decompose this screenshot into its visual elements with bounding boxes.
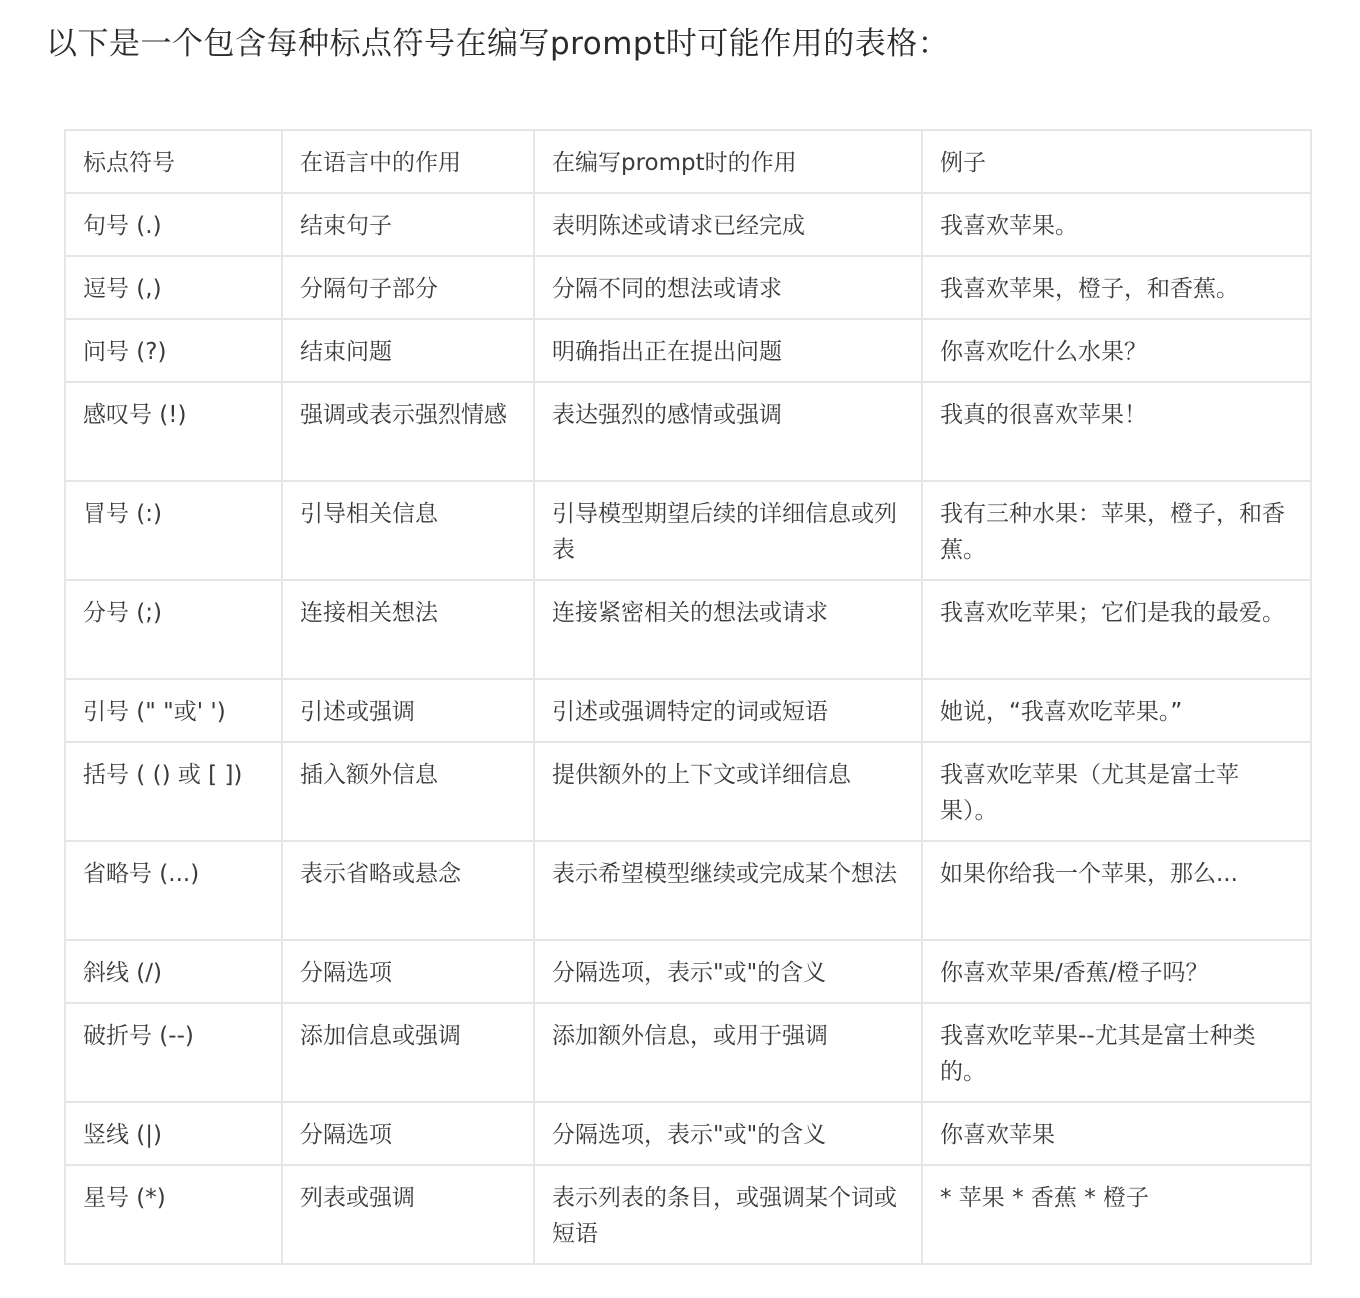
header-cell-language-role: 在语言中的作用 [282, 130, 534, 193]
cell-prompt-role: 分隔选项，表示"或"的含义 [534, 940, 922, 1003]
cell-language-role: 强调或表示强烈情感 [282, 382, 534, 481]
header-cell-symbol: 标点符号 [65, 130, 282, 193]
cell-example: 如果你给我一个苹果，那么... [922, 841, 1311, 940]
table-row [65, 319, 1311, 382]
cell-example: 你喜欢苹果/香蕉/橙子吗？ [922, 940, 1311, 1003]
cell-language-role: 列表或强调 [282, 1165, 534, 1264]
cell-language-role: 添加信息或强调 [282, 1003, 534, 1102]
table-body [65, 193, 1311, 1264]
cell-symbol: 破折号 (--) [65, 1003, 282, 1102]
table-header-row [65, 130, 1311, 193]
cell-prompt-role: 引述或强调特定的词或短语 [534, 679, 922, 742]
table-row [65, 193, 1311, 256]
punctuation-table [64, 129, 1312, 1265]
cell-example: 我喜欢吃苹果--尤其是富士种类的。 [922, 1003, 1311, 1102]
table-row [65, 742, 1311, 841]
cell-example: 我喜欢苹果。 [922, 193, 1311, 256]
table-row [65, 1165, 1311, 1264]
cell-example: 我喜欢吃苹果；它们是我的最爱。 [922, 580, 1311, 679]
cell-language-role: 引述或强调 [282, 679, 534, 742]
cell-language-role: 引导相关信息 [282, 481, 534, 580]
cell-example: 我真的很喜欢苹果！ [922, 382, 1311, 481]
cell-symbol: 星号 (*) [65, 1165, 282, 1264]
cell-example: * 苹果 * 香蕉 * 橙子 [922, 1165, 1311, 1264]
cell-symbol: 斜线 (/) [65, 940, 282, 1003]
cell-language-role: 分隔句子部分 [282, 256, 534, 319]
table-row [65, 580, 1311, 679]
table-row [65, 256, 1311, 319]
cell-prompt-role: 表明陈述或请求已经完成 [534, 193, 922, 256]
cell-example: 我喜欢吃苹果（尤其是富士苹果）。 [922, 742, 1311, 841]
cell-prompt-role: 明确指出正在提出问题 [534, 319, 922, 382]
cell-prompt-role: 分隔选项，表示"或"的含义 [534, 1102, 922, 1165]
table-row [65, 679, 1311, 742]
table-row [65, 841, 1311, 940]
cell-prompt-role: 分隔不同的想法或请求 [534, 256, 922, 319]
cell-prompt-role: 表示希望模型继续或完成某个想法 [534, 841, 922, 940]
cell-example: 你喜欢吃什么水果？ [922, 319, 1311, 382]
cell-prompt-role: 连接紧密相关的想法或请求 [534, 580, 922, 679]
cell-symbol: 引号 (" "或' ') [65, 679, 282, 742]
table-row [65, 1102, 1311, 1165]
cell-prompt-role: 表示列表的条目，或强调某个词或短语 [534, 1165, 922, 1264]
cell-language-role: 结束问题 [282, 319, 534, 382]
cell-symbol: 省略号 (...) [65, 841, 282, 940]
cell-symbol: 分号 (;) [65, 580, 282, 679]
cell-symbol: 问号 (?) [65, 319, 282, 382]
cell-symbol: 感叹号 (!) [65, 382, 282, 481]
table-row [65, 1003, 1311, 1102]
table-row [65, 940, 1311, 1003]
table-row [65, 382, 1311, 481]
intro-text: 以下是一个包含每种标点符号在编写prompt时可能作用的表格： [46, 26, 950, 62]
cell-example: 我有三种水果：苹果，橙子，和香蕉。 [922, 481, 1311, 580]
cell-example: 她说，“我喜欢吃苹果。” [922, 679, 1311, 742]
cell-symbol: 括号 ( () 或 [ ]) [65, 742, 282, 841]
cell-symbol: 逗号 (,) [65, 256, 282, 319]
header-cell-example: 例子 [922, 130, 1311, 193]
cell-language-role: 结束句子 [282, 193, 534, 256]
cell-prompt-role: 表达强烈的感情或强调 [534, 382, 922, 481]
cell-language-role: 插入额外信息 [282, 742, 534, 841]
cell-example: 你喜欢苹果 [922, 1102, 1311, 1165]
header-cell-prompt-role: 在编写prompt时的作用 [534, 130, 922, 193]
cell-prompt-role: 添加额外信息，或用于强调 [534, 1003, 922, 1102]
cell-symbol: 竖线 (|) [65, 1102, 282, 1165]
table-row [65, 481, 1311, 580]
cell-language-role: 分隔选项 [282, 940, 534, 1003]
cell-prompt-role: 提供额外的上下文或详细信息 [534, 742, 922, 841]
cell-symbol: 冒号 (:) [65, 481, 282, 580]
cell-language-role: 表示省略或悬念 [282, 841, 534, 940]
cell-language-role: 连接相关想法 [282, 580, 534, 679]
cell-example: 我喜欢苹果，橙子，和香蕉。 [922, 256, 1311, 319]
cell-language-role: 分隔选项 [282, 1102, 534, 1165]
cell-prompt-role: 引导模型期望后续的详细信息或列表 [534, 481, 922, 580]
cell-symbol: 句号 (.) [65, 193, 282, 256]
